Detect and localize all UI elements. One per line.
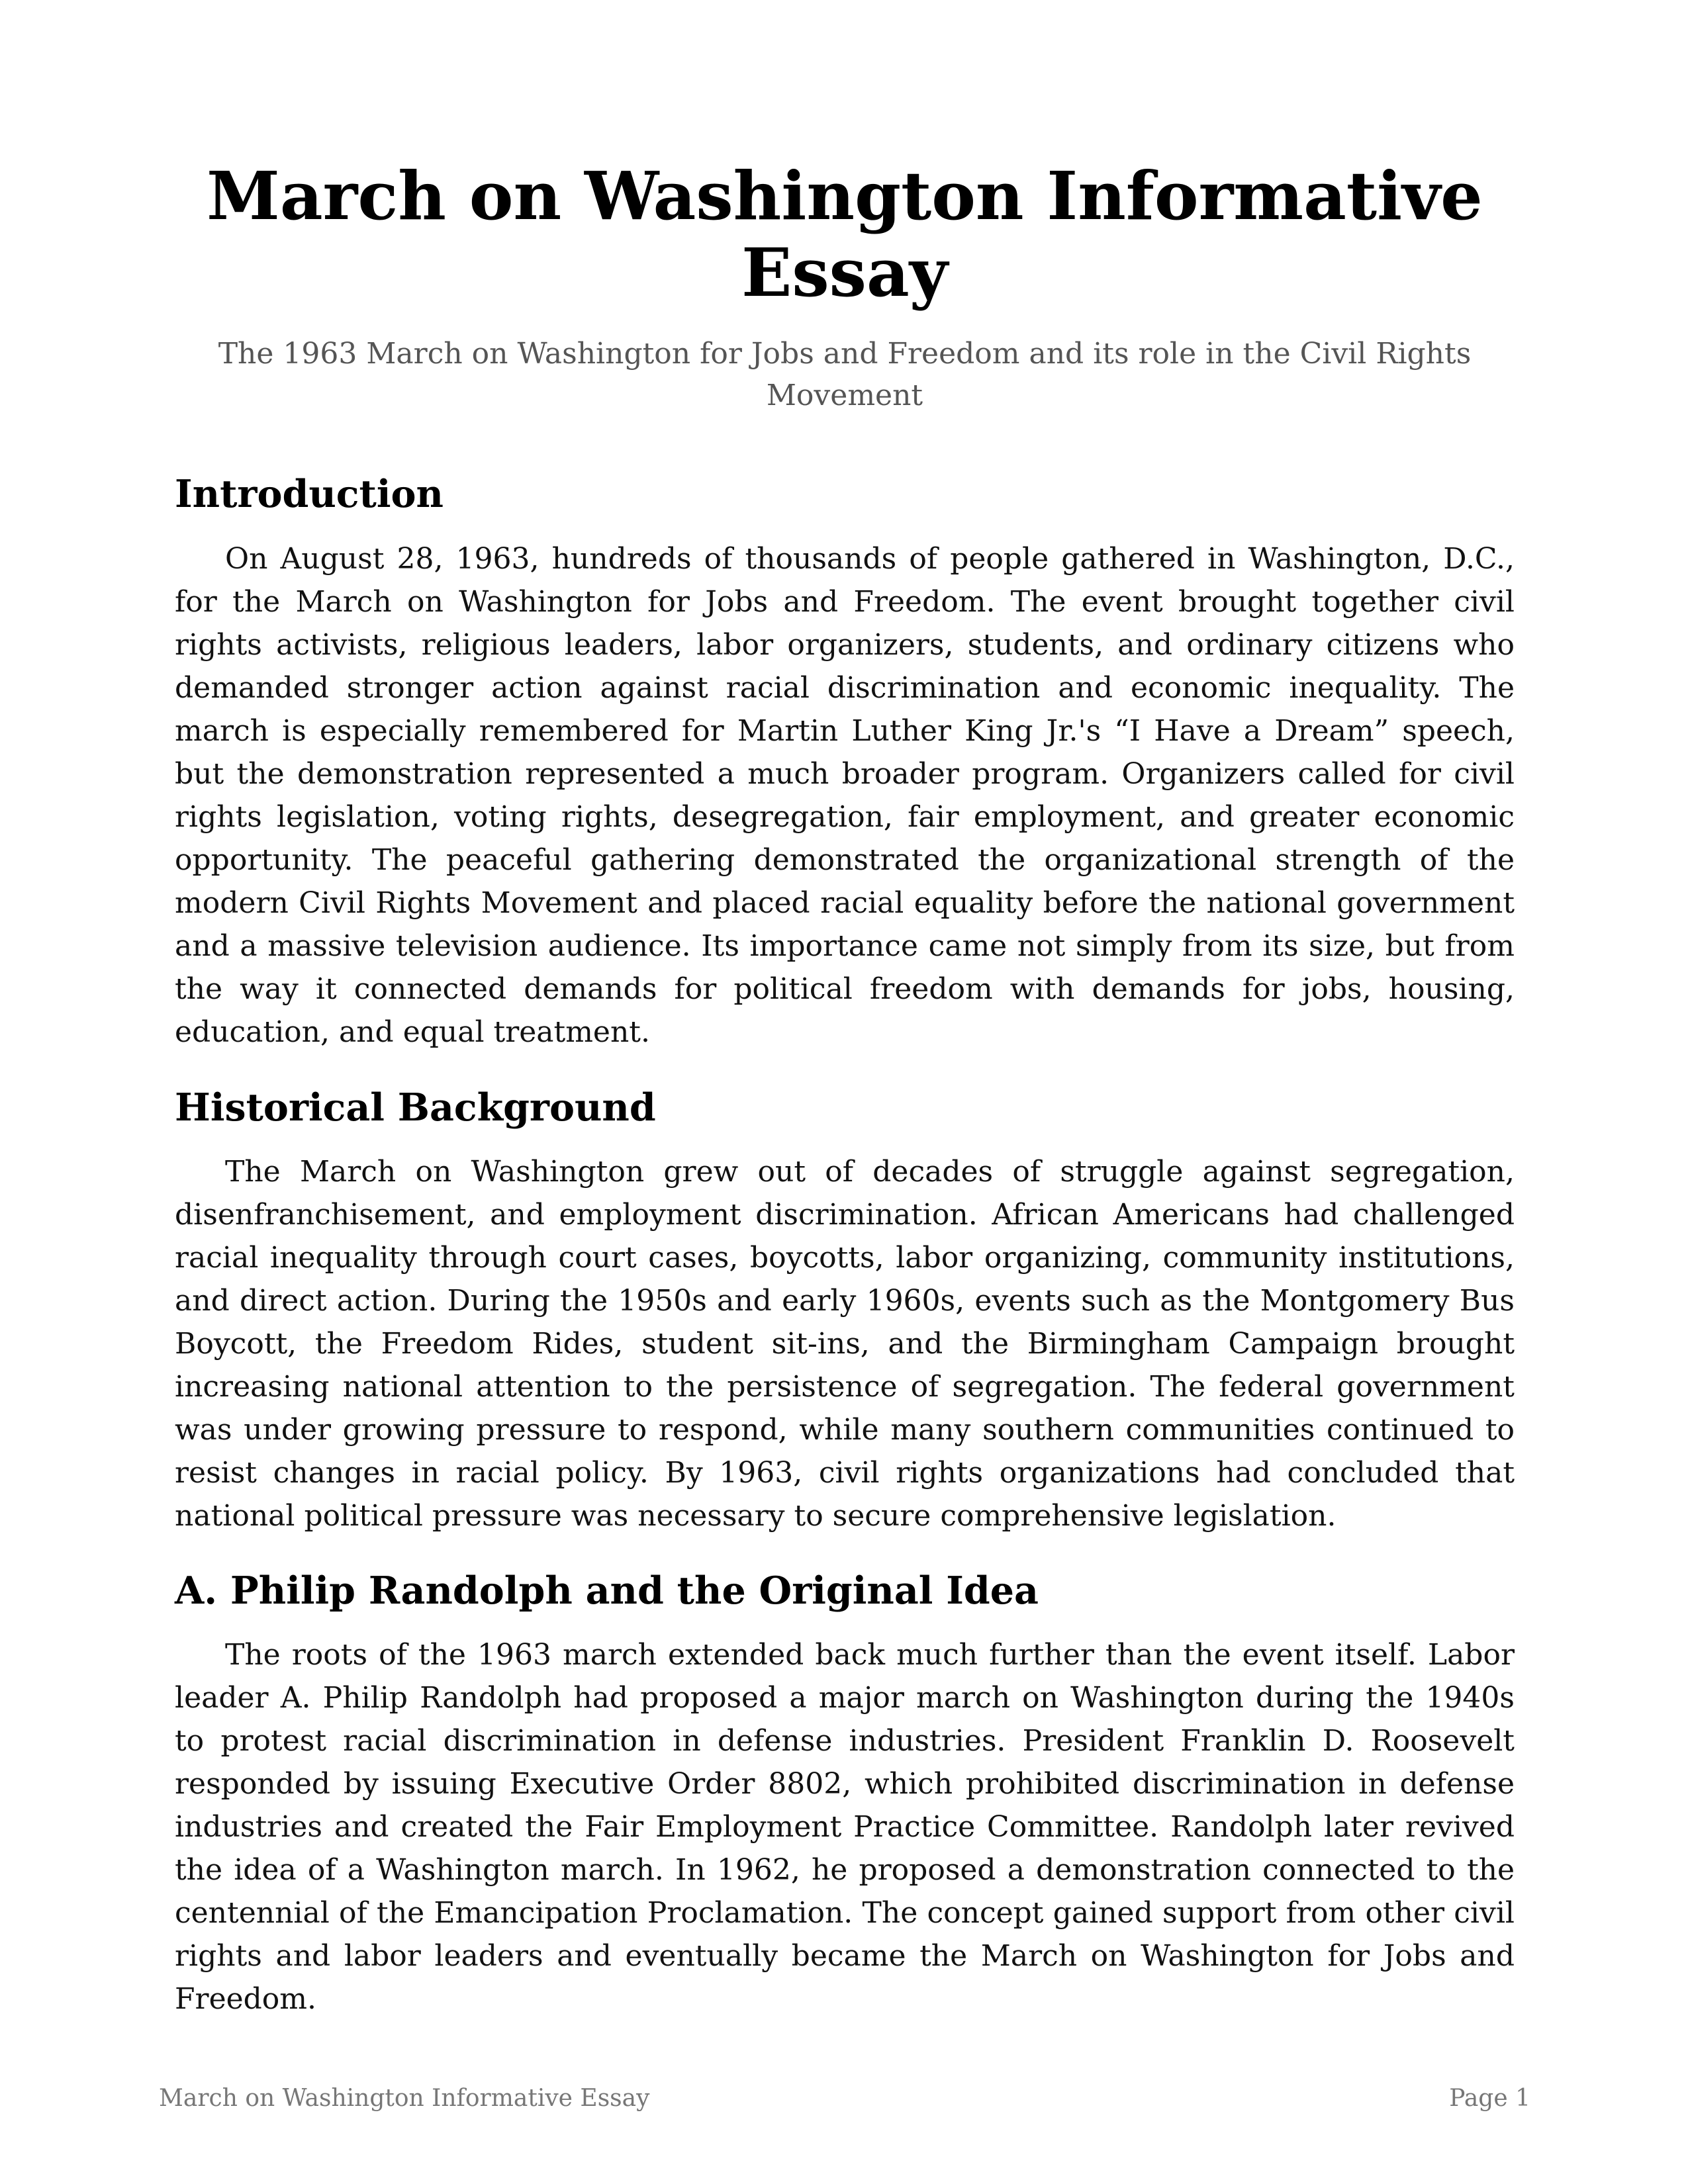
section-body-historical-background: The March on Washington grew out of decades of struggle against segregation, disenfranchisement, and employment discrimination. African Americans had challenged racial inequality through court cases, boycotts, labor organizing, community institutions, and direct action. During the 1950s and early 1960s, events such as the Montgomery Bus Boycott, the Freedom Rides, student sit-ins, and the Birmingham Campaign brought increasing national attention to the persistence of segregation. The federal government was under growing pressure to respond, while many southern communities continued to resist changes in racial policy. By 1963, civil rights organizations had concluded that national political pressure was necessary to secure comprehensive legislation. (175, 1155, 1515, 1533)
section-heading-randolph: A. Philip Randolph and the Original Idea (175, 1569, 1039, 1613)
section-heading-introduction: Introduction (175, 472, 444, 516)
document-title: March on Washington Informative Essay (207, 157, 1483, 312)
page-number: Page 1 (1449, 2085, 1530, 2112)
section-body-randolph: The roots of the 1963 march extended back much further than the event itself. Labor leader A. Philip Randolph had proposed a major march on Washington during the 1940s to protest racial discrimination in defense industries. President Franklin D. Roosevelt responded by issuing Executive Order 8802, which prohibited discrimination in defense industries and created the Fair Employment Practice Committee. Randolph later revived the idea of a Washington march. In 1962, he proposed a demonstration connected to the centennial of the Emancipation Proclamation. The concept gained support from other civil rights and labor leaders and eventually became the March on Washington for Jobs and Freedom. (175, 1638, 1515, 2016)
footer-document-title: March on Washington Informative Essay (159, 2085, 650, 2112)
page-footer (159, 2082, 1530, 2115)
section-body-introduction: On August 28, 1963, hundreds of thousands of people gathered in Washington, D.C., for the March on Washington for Jobs and Freedom. The event brought together civil rights activists, religious leaders, labor organizers, students, and ordinary citizens who demanded stronger action against racial discrimination and economic inequality. The march is especially remembered for Martin Luther King Jr.'s “I Have a Dream” speech, but the demonstration represented a much broader program. Organizers called for civil rights legislation, voting rights, desegregation, fair employment, and greater economic opportunity. The peaceful gathering demonstrated the organizational strength of the modern Civil Rights Movement and placed racial equality before the national government and a massive television audience. Its importance came not simply from its size, but from the way it connected demands for political freedom with demands for jobs, housing, education, and equal treatment. (175, 542, 1515, 1049)
section-heading-historical-background: Historical Background (175, 1085, 656, 1130)
document-subtitle: The 1963 March on Washington for Jobs and Freedom and its role in the Civil Rights Movement (218, 337, 1472, 412)
